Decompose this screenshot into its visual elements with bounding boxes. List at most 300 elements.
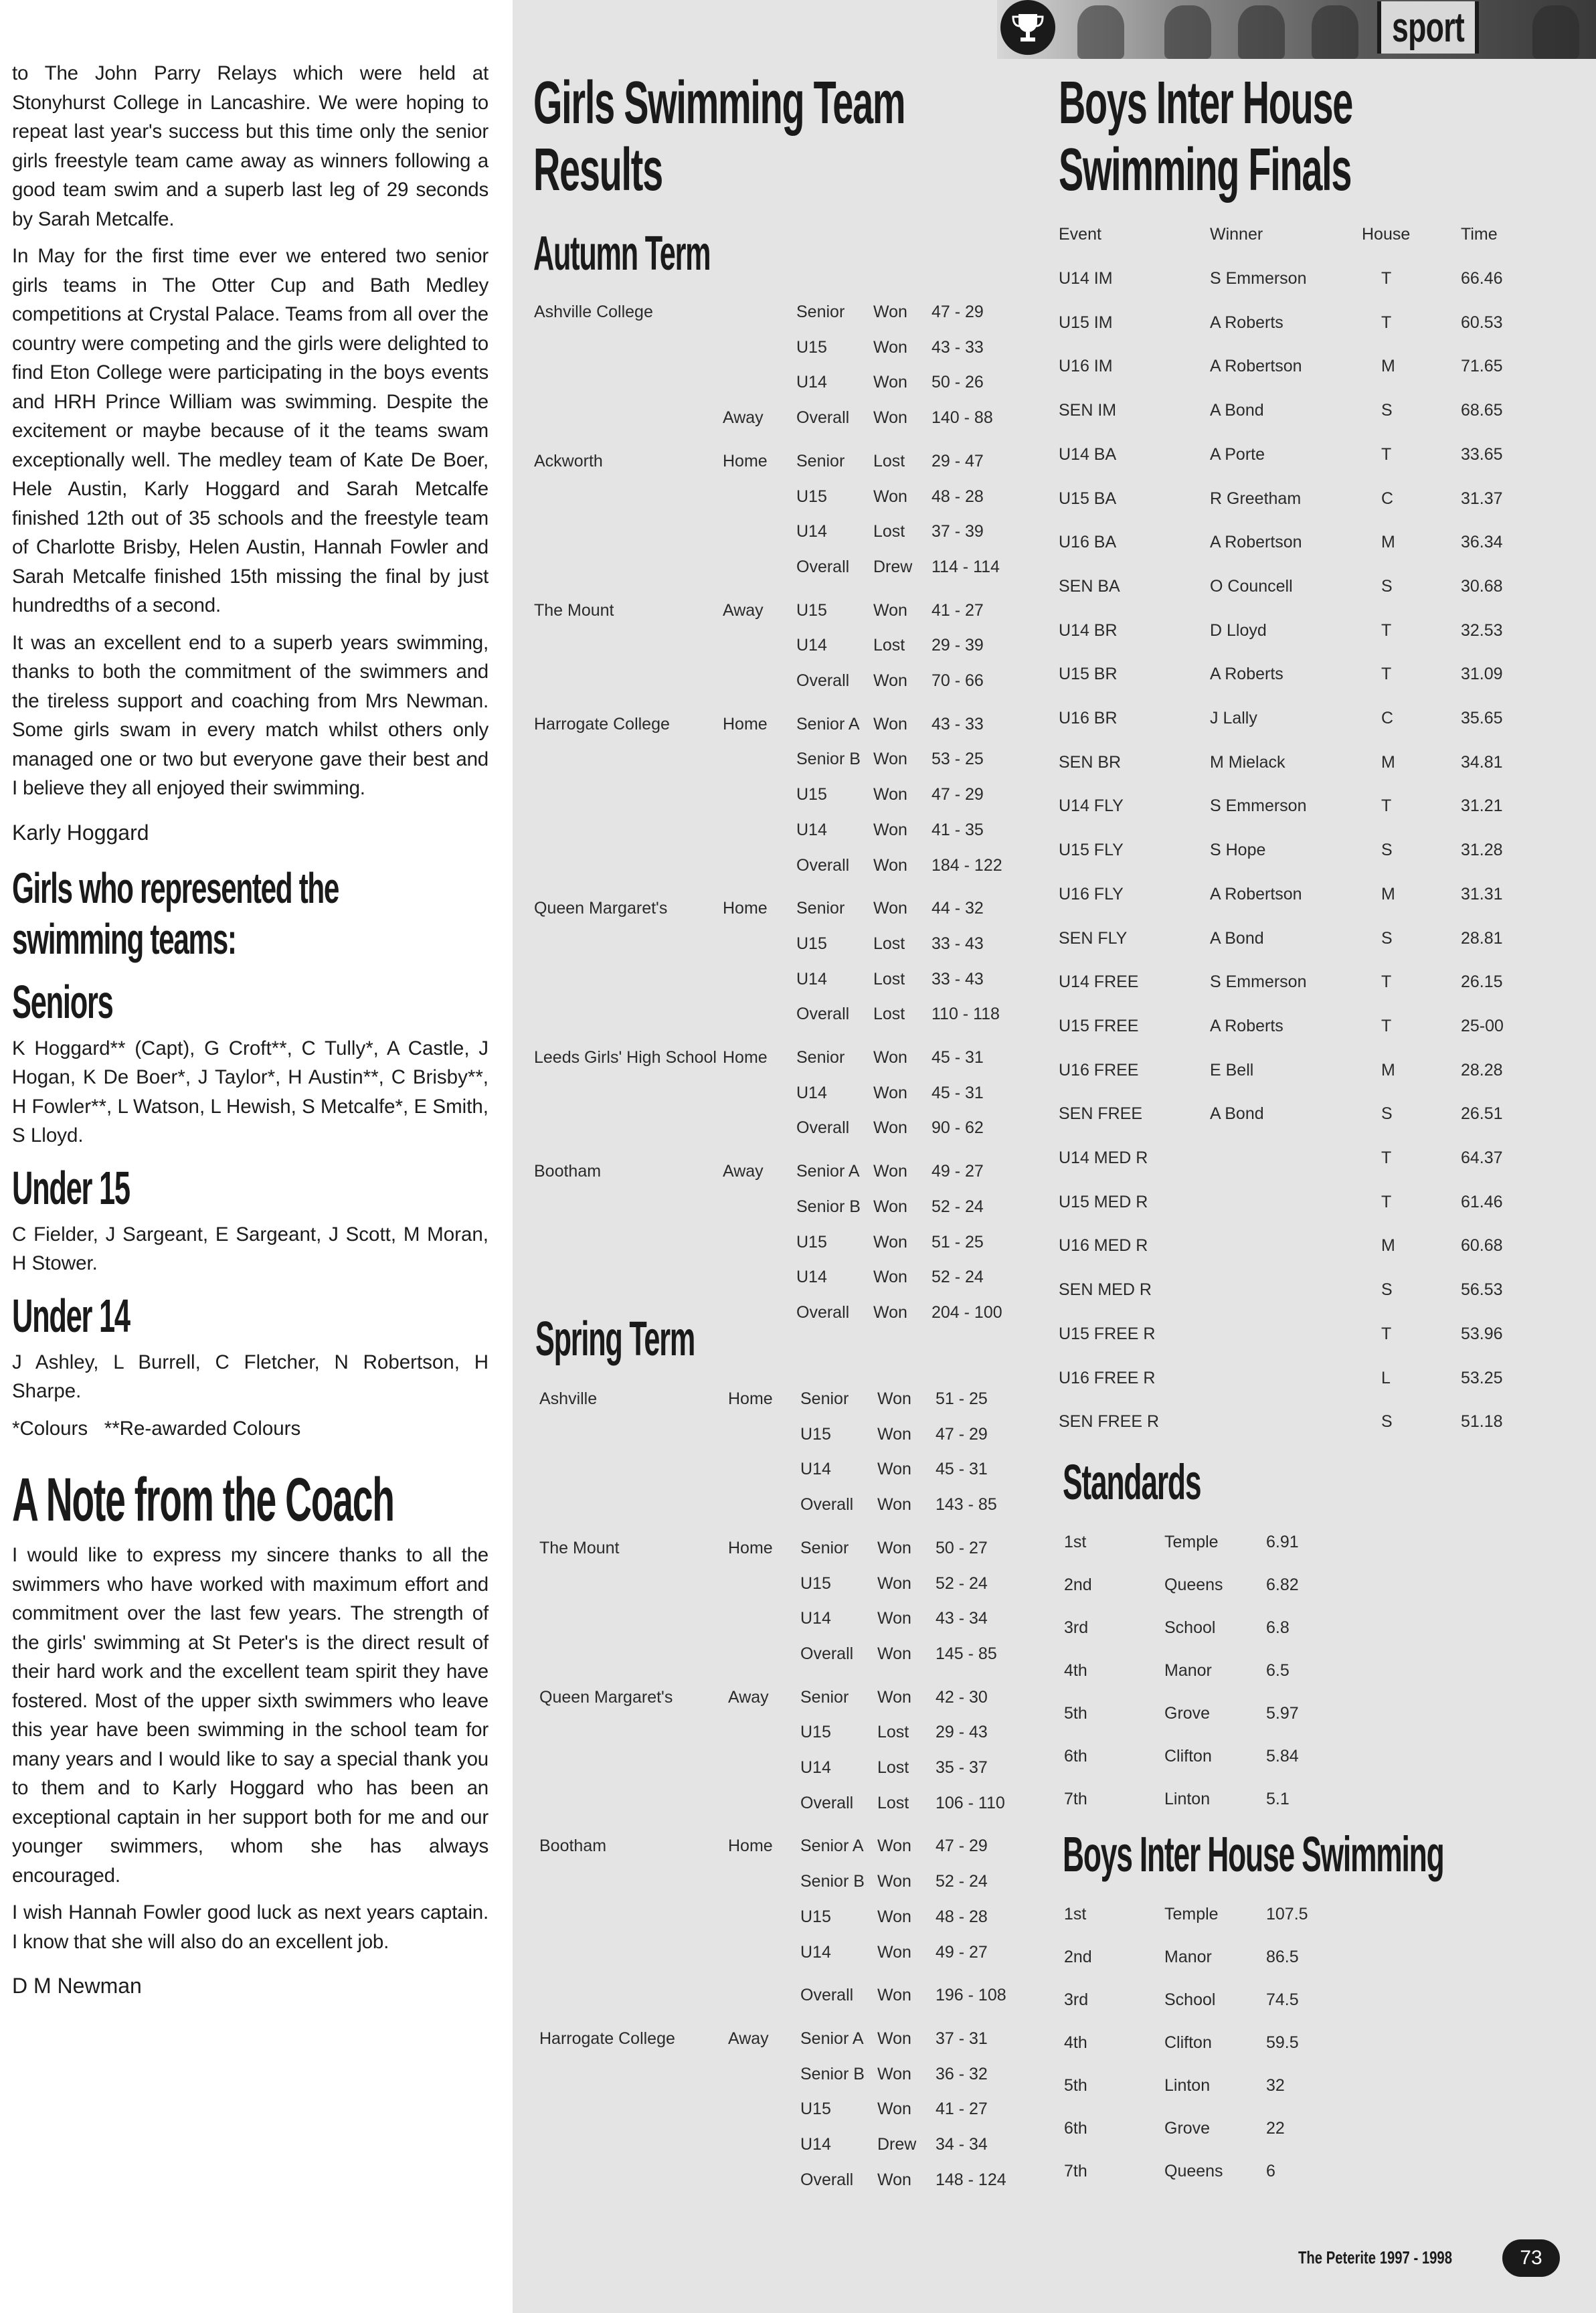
fixture-score: 148 - 124 <box>936 2170 1006 2189</box>
final-winner: A Robertson <box>1210 357 1302 376</box>
final-time: 33.65 <box>1461 444 1503 464</box>
final-time: 25-00 <box>1461 1016 1504 1035</box>
final-time: 71.65 <box>1461 357 1503 376</box>
fixture-age-group: U14 <box>796 1083 827 1102</box>
ranking-position: 1st <box>1064 1533 1087 1551</box>
fixture-school: Ashville <box>539 1389 598 1408</box>
fixture-score: 114 - 114 <box>932 557 1000 576</box>
ranking-score: 6.82 <box>1266 1575 1299 1594</box>
fixture-age-group: Overall <box>800 2170 854 2189</box>
fixture-result: Won <box>873 1302 907 1322</box>
finals-header-house: House <box>1362 225 1411 244</box>
final-event: U15 BR <box>1059 665 1118 684</box>
fixture-result: Won <box>877 1836 911 1856</box>
fixture-age-group: Senior <box>796 303 845 321</box>
fixture-age-group: U15 <box>796 487 827 506</box>
final-time: 31.37 <box>1461 489 1503 508</box>
final-house: L <box>1381 1368 1391 1387</box>
finals-header-winner: Winner <box>1210 225 1263 244</box>
final-house: C <box>1381 709 1394 727</box>
fixture-result: Lost <box>877 1723 909 1742</box>
fixture-result: Won <box>873 408 907 428</box>
ranking-score: 6 <box>1266 2162 1275 2180</box>
represented-heading <box>12 863 339 964</box>
ranking-house: Clifton <box>1164 2033 1212 2052</box>
fixture-venue: Home <box>728 1538 773 1557</box>
fixture-age-group: U14 <box>796 969 827 989</box>
fixture-result: Won <box>873 785 907 804</box>
fixture-score: 47 - 29 <box>932 785 984 804</box>
final-house: S <box>1381 928 1393 948</box>
fixture-result: Won <box>873 1268 907 1287</box>
swimmer-silhouette <box>1077 5 1124 59</box>
intro-paragraph-1: to The John Parry Relays which were held at Stonyhurst College in Lancashire. We were hoping to repeat last year's success but this time only the senior girls freestyle team came away as winners following a good team swim and a superb last leg of 29 seconds by Sarah Metcalfe. <box>12 62 489 230</box>
fixture-age-group: Overall <box>796 408 850 428</box>
final-winner: A Bond <box>1210 1104 1264 1124</box>
fixture-age-group: U14 <box>800 2135 831 2154</box>
fixture-age-group: Senior <box>796 451 845 470</box>
fixture-score: 43 - 33 <box>932 714 984 734</box>
fixture-score: 53 - 25 <box>932 750 984 769</box>
final-event: U16 IM <box>1059 357 1113 376</box>
colours-note: *Colours **Re-awarded Colours <box>12 1417 301 1440</box>
fixture-score: 45 - 31 <box>932 1048 984 1067</box>
final-event: SEN FREE R <box>1059 1412 1160 1432</box>
fixture-score: 145 - 85 <box>936 1644 997 1663</box>
fixture-result: Won <box>877 1460 911 1479</box>
final-event: U16 BA <box>1059 533 1117 552</box>
fixture-result: Won <box>873 671 907 690</box>
fixture-venue: Away <box>723 1162 764 1181</box>
ranking-house: Grove <box>1164 2119 1211 2138</box>
fixture-score: 48 - 28 <box>932 487 984 506</box>
final-time: 31.21 <box>1461 796 1503 816</box>
fixture-venue: Home <box>723 714 768 734</box>
final-event: U16 FLY <box>1059 884 1124 904</box>
coach-paragraph-2: I wish Hannah Fowler good luck as next years captain. I know that she will also do an excellent job. <box>12 1901 489 1953</box>
final-house: T <box>1381 269 1392 288</box>
final-winner: M Mielack <box>1210 752 1285 772</box>
final-house: S <box>1381 1412 1393 1432</box>
fixture-result: Won <box>877 2100 911 2119</box>
girls-title-line-1: Girls Swimming Team <box>533 70 905 137</box>
ranking-house: Temple <box>1164 1533 1219 1551</box>
fixture-score: 37 - 31 <box>936 2029 988 2048</box>
ranking-position: 6th <box>1064 2119 1087 2138</box>
fixture-age-group: U14 <box>800 1460 831 1479</box>
fixture-school: Harrogate College <box>534 714 670 734</box>
trophy-icon <box>1000 0 1055 55</box>
fixture-result: Won <box>873 714 907 734</box>
ranking-house: Manor <box>1164 1948 1212 1966</box>
final-winner: A Bond <box>1210 928 1264 948</box>
fixture-result: Won <box>873 1197 907 1216</box>
fixture-venue: Away <box>723 600 764 620</box>
fixture-score: 37 - 39 <box>932 522 984 541</box>
represented-heading-line-2: swimming teams: <box>12 914 236 963</box>
fixture-result: Won <box>873 600 907 620</box>
under14-heading: Under 14 <box>12 1289 130 1342</box>
seniors-heading: Seniors <box>12 975 113 1028</box>
fixture-result: Lost <box>873 522 905 541</box>
under15-names: C Fielder, J Sargeant, E Sargeant, J Scott, M Moran, H Stower. <box>12 1223 489 1274</box>
fixture-result: Lost <box>873 451 905 470</box>
final-time: 26.15 <box>1461 972 1503 992</box>
fixture-result: Won <box>877 2170 911 2189</box>
final-event: SEN FLY <box>1059 928 1128 948</box>
fixture-age-group: Overall <box>800 1986 854 2005</box>
final-event: U15 BA <box>1059 489 1117 508</box>
fixture-result: Won <box>873 373 907 392</box>
final-winner: O Councell <box>1210 576 1293 596</box>
fixture-score: 140 - 88 <box>932 408 993 428</box>
girls-results-title <box>533 70 905 203</box>
fixture-result: Won <box>873 1048 907 1067</box>
ranking-house: Temple <box>1164 1905 1219 1923</box>
fixture-result: Won <box>873 1118 907 1138</box>
swimmer-silhouette <box>1164 5 1211 59</box>
ranking-score: 86.5 <box>1266 1948 1299 1966</box>
final-event: U14 BR <box>1059 620 1118 640</box>
swimmer-silhouette <box>1532 5 1579 59</box>
final-winner: A Robertson <box>1210 533 1302 552</box>
fixture-result: Drew <box>873 557 913 576</box>
final-time: 66.46 <box>1461 269 1503 288</box>
fixture-result: Drew <box>877 2135 917 2154</box>
boys-title-line-2: Swimming Finals <box>1059 137 1352 203</box>
results-panel <box>513 0 1596 2313</box>
spring-term-title: Spring Term <box>535 1312 695 1366</box>
fixture-score: 51 - 25 <box>932 1232 984 1252</box>
fixture-score: 47 - 29 <box>936 1424 988 1444</box>
fixture-school: Harrogate College <box>539 2029 675 2048</box>
coach-signature: D M Newman <box>12 1974 142 1998</box>
ranking-position: 5th <box>1064 1704 1087 1723</box>
fixture-score: 110 - 118 <box>932 1005 1000 1024</box>
fixture-school: Ashville College <box>534 303 653 321</box>
ranking-position: 7th <box>1064 2162 1087 2180</box>
final-house: C <box>1381 489 1394 508</box>
final-event: U14 IM <box>1059 269 1113 288</box>
final-house: M <box>1381 752 1395 772</box>
ranking-position: 6th <box>1064 1747 1087 1766</box>
final-time: 53.25 <box>1461 1368 1503 1387</box>
final-winner: S Emmerson <box>1210 796 1307 816</box>
fixture-age-group: Senior <box>796 899 845 918</box>
fixture-score: 52 - 24 <box>932 1197 984 1216</box>
final-winner: A Roberts <box>1210 665 1283 684</box>
final-house: S <box>1381 576 1393 596</box>
ranking-position: 4th <box>1064 1661 1087 1680</box>
fixture-school: Queen Margaret's <box>534 899 668 918</box>
fixture-result: Won <box>873 337 907 357</box>
final-time: 68.65 <box>1461 401 1503 420</box>
fixture-result: Won <box>873 899 907 918</box>
boys-title-line-1: Boys Inter House <box>1059 70 1353 137</box>
autumn-term-title: Autumn Term <box>533 227 711 280</box>
final-time: 26.51 <box>1461 1104 1503 1124</box>
final-house: T <box>1381 444 1392 464</box>
final-time: 31.09 <box>1461 665 1503 684</box>
final-winner: S Hope <box>1210 841 1266 860</box>
final-event: U14 BA <box>1059 444 1117 464</box>
final-winner: E Bell <box>1210 1060 1254 1080</box>
fixture-score: 49 - 27 <box>936 1942 988 1962</box>
final-event: U16 BR <box>1059 709 1118 727</box>
final-event: U15 FREE R <box>1059 1324 1156 1343</box>
fixture-age-group: U14 <box>800 1609 831 1628</box>
final-event: U14 MED R <box>1059 1148 1148 1167</box>
fixture-result: Won <box>877 1644 911 1663</box>
fixture-score: 41 - 27 <box>932 600 984 620</box>
sport-label-text: sport <box>1392 4 1464 51</box>
final-house: S <box>1381 1104 1393 1124</box>
ranking-house: Clifton <box>1164 1747 1212 1766</box>
fixture-result: Won <box>877 1538 911 1557</box>
final-winner: R Greetham <box>1210 489 1302 508</box>
final-house: M <box>1381 1060 1395 1080</box>
ranking-house: Grove <box>1164 1704 1211 1723</box>
ranking-score: 5.97 <box>1266 1704 1299 1723</box>
fixture-school: The Mount <box>539 1538 620 1557</box>
fixture-age-group: Overall <box>796 1302 850 1322</box>
fixture-age-group: Overall <box>800 1644 854 1663</box>
sport-section-label <box>1377 1 1479 54</box>
fixture-result: Won <box>877 1609 911 1628</box>
final-house: S <box>1381 841 1393 860</box>
final-event: U16 MED R <box>1059 1236 1148 1256</box>
final-event: SEN IM <box>1059 401 1117 420</box>
fixture-age-group: U15 <box>800 2100 831 2119</box>
final-house: T <box>1381 796 1392 816</box>
fixture-school: Bootham <box>534 1162 602 1181</box>
fixture-age-group: U14 <box>796 522 827 541</box>
final-event: SEN BA <box>1059 576 1120 596</box>
final-time: 56.53 <box>1461 1280 1503 1300</box>
final-time: 36.34 <box>1461 533 1503 552</box>
fixture-result: Lost <box>877 1793 909 1812</box>
fixture-result: Won <box>877 2064 911 2083</box>
fixture-age-group: Senior B <box>800 2064 865 2083</box>
final-winner: A Robertson <box>1210 884 1302 904</box>
fixture-score: 29 - 43 <box>936 1723 988 1742</box>
final-event: U16 FREE <box>1059 1060 1139 1080</box>
fixture-result: Won <box>877 1942 911 1962</box>
fixture-age-group: Senior <box>800 1687 849 1707</box>
ranking-position: 7th <box>1064 1790 1087 1808</box>
final-time: 34.81 <box>1461 752 1503 772</box>
ranking-position: 3rd <box>1064 1618 1089 1637</box>
final-time: 60.53 <box>1461 313 1503 332</box>
fixture-age-group: U14 <box>796 820 827 839</box>
fixture-age-group: Senior B <box>796 1197 861 1216</box>
fixture-score: 51 - 25 <box>936 1389 988 1408</box>
final-house: S <box>1381 401 1393 420</box>
fixture-score: 43 - 33 <box>932 337 984 357</box>
coach-heading: A Note from the Coach <box>12 1466 394 1534</box>
fixture-score: 47 - 29 <box>932 303 984 321</box>
fixture-result: Won <box>873 1083 907 1102</box>
fixture-age-group: Senior <box>800 1389 849 1408</box>
final-time: 64.37 <box>1461 1148 1503 1167</box>
under14-names: J Ashley, L Burrell, C Fletcher, N Robertson, H Sharpe. <box>12 1351 489 1402</box>
fixture-score: 204 - 100 <box>932 1302 1002 1322</box>
final-winner: A Porte <box>1210 444 1265 464</box>
fixture-age-group: Overall <box>800 1793 854 1812</box>
fixture-result: Won <box>877 2029 911 2048</box>
ranking-score: 6.5 <box>1266 1661 1290 1680</box>
fixture-result: Won <box>873 487 907 506</box>
fixture-age-group: U15 <box>800 1907 831 1926</box>
fixture-age-group: U15 <box>796 337 827 357</box>
fixture-score: 44 - 32 <box>932 899 984 918</box>
final-event: U14 FREE <box>1059 972 1139 992</box>
fixture-score: 143 - 85 <box>936 1495 997 1515</box>
fixture-result: Won <box>873 303 907 321</box>
fixture-result: Won <box>877 1687 911 1707</box>
seniors-names: K Hoggard** (Capt), G Croft**, C Tully*, A Castle, J Hogan, K De Boer*, J Taylor*, H Austin**, C Brisby**, H Fowler**, L Watson, L Hewish, S Metcalfe*, E Smith, S Lloyd. <box>12 1037 489 1146</box>
final-winner: A Bond <box>1210 401 1264 420</box>
fixture-age-group: Senior A <box>800 1836 864 1856</box>
fixture-venue: Home <box>723 451 768 470</box>
ranking-score: 107.5 <box>1266 1905 1308 1923</box>
fixture-age-group: U15 <box>796 600 827 620</box>
ranking-position: 1st <box>1064 1905 1087 1923</box>
ranking-house: Queens <box>1164 1575 1223 1594</box>
fixture-score: 29 - 39 <box>932 636 984 655</box>
final-time: 51.18 <box>1461 1412 1503 1432</box>
fixture-age-group: Senior A <box>796 1162 860 1181</box>
final-time: 28.28 <box>1461 1060 1503 1080</box>
final-house: T <box>1381 665 1392 684</box>
fixture-score: 48 - 28 <box>936 1907 988 1926</box>
fixture-age-group: Overall <box>800 1495 854 1515</box>
final-event: SEN MED R <box>1059 1280 1152 1300</box>
fixture-result: Won <box>873 1162 907 1181</box>
final-time: 31.31 <box>1461 884 1503 904</box>
represented-heading-line-1: Girls who represented the <box>12 863 339 912</box>
final-time: 28.81 <box>1461 928 1503 948</box>
final-house: T <box>1381 620 1392 640</box>
fixture-age-group: Senior A <box>796 714 860 734</box>
fixture-score: 184 - 122 <box>932 855 1002 875</box>
ranking-position: 5th <box>1064 2076 1087 2095</box>
fixture-age-group: U14 <box>796 1268 827 1287</box>
fixture-result: Won <box>873 855 907 875</box>
final-time: 32.53 <box>1461 620 1503 640</box>
girls-title-line-2: Results <box>533 137 662 203</box>
fixture-age-group: U14 <box>796 636 827 655</box>
final-time: 31.28 <box>1461 841 1503 860</box>
final-time: 60.68 <box>1461 1236 1503 1256</box>
final-event: U16 FREE R <box>1059 1368 1156 1387</box>
final-winner: S Emmerson <box>1210 269 1307 288</box>
fixture-school: The Mount <box>534 600 614 620</box>
fixture-venue: Away <box>723 408 764 428</box>
fixture-age-group: Senior <box>800 1538 849 1557</box>
sport-banner <box>997 0 1596 59</box>
final-winner: A Roberts <box>1210 313 1283 332</box>
fixture-venue: Home <box>728 1836 773 1856</box>
fixture-result: Won <box>877 1495 911 1515</box>
fixture-venue: Home <box>723 899 768 918</box>
final-house: T <box>1381 1016 1392 1035</box>
fixture-venue: Home <box>723 1048 768 1067</box>
final-house: M <box>1381 884 1395 904</box>
final-winner: A Roberts <box>1210 1016 1283 1035</box>
fixture-score: 45 - 31 <box>936 1460 988 1479</box>
fixture-score: 70 - 66 <box>932 671 984 690</box>
fixture-age-group: U14 <box>800 1758 831 1777</box>
fixture-score: 106 - 110 <box>936 1793 1005 1812</box>
fixture-score: 33 - 43 <box>932 969 984 989</box>
fixture-score: 42 - 30 <box>936 1687 988 1707</box>
fixture-result: Won <box>873 820 907 839</box>
fixture-school: Queen Margaret's <box>539 1687 673 1707</box>
ranking-house: Queens <box>1164 2162 1223 2180</box>
final-time: 30.68 <box>1461 576 1503 596</box>
fixture-result: Won <box>877 1573 911 1593</box>
fixture-result: Won <box>877 1389 911 1408</box>
final-house: T <box>1381 1324 1392 1343</box>
final-event: U15 FLY <box>1059 841 1124 860</box>
finals-header-event: Event <box>1059 225 1101 244</box>
intro-paragraph-3: It was an excellent end to a superb years swimming, thanks to both the commitment of the swimmers and the tireless support and coaching from Mrs Newman. Some girls swam in every match whilst others only managed one or two but everyone gave their best and I believe they all enjoyed their swimming. <box>12 631 489 799</box>
fixture-score: 52 - 24 <box>936 1573 988 1593</box>
boys-swimming-title: Boys Inter House Swimming <box>1063 1826 1444 1882</box>
fixture-result: Lost <box>877 1758 909 1777</box>
fixture-age-group: Senior A <box>800 2029 864 2048</box>
final-winner: J Lally <box>1210 709 1257 727</box>
final-time: 53.96 <box>1461 1324 1503 1343</box>
fixture-venue: Home <box>728 1389 773 1408</box>
final-event: SEN BR <box>1059 752 1122 772</box>
final-event: U15 IM <box>1059 313 1113 332</box>
publication-footer: The Peterite 1997 - 1998 <box>1298 2247 1452 2267</box>
fixture-age-group: U15 <box>796 785 827 804</box>
fixture-result: Won <box>877 1907 911 1926</box>
fixture-score: 34 - 34 <box>936 2135 988 2154</box>
fixture-venue: Away <box>728 2029 769 2048</box>
ranking-score: 74.5 <box>1266 1990 1299 2009</box>
fixture-age-group: Overall <box>796 557 850 576</box>
coach-paragraph-1: I would like to express my sincere thanks to all the swimmers who have worked with maximum effort and commitment over the last few years. The strength of the girls' swimming at St Peter's is the direct result of their hard work and the excellent team spirit they have fostered. Most of the upper sixth swimmers who leave this year have been swimming in the school team for many years and I would like to say a special thank you to them and to Karly Hoggard who has been an exceptional captain in her support both for me and our younger swimmers, whom she has always encouraged. <box>12 1544 489 1887</box>
final-house: S <box>1381 1280 1393 1300</box>
fixture-age-group: U15 <box>796 934 827 953</box>
fixture-result: Lost <box>873 969 905 989</box>
fixture-age-group: Overall <box>796 671 850 690</box>
fixture-result: Lost <box>873 1005 905 1024</box>
page-number: 73 <box>1502 2239 1560 2277</box>
fixture-result: Won <box>877 1986 911 2005</box>
final-house: T <box>1381 1148 1392 1167</box>
fixture-age-group: Senior <box>796 1048 845 1067</box>
intro-signature: Karly Hoggard <box>12 820 149 845</box>
final-winner: S Emmerson <box>1210 972 1307 992</box>
fixture-age-group: Senior B <box>796 750 861 769</box>
ranking-house: Linton <box>1164 1790 1211 1808</box>
fixture-score: 45 - 31 <box>932 1083 984 1102</box>
final-time: 61.46 <box>1461 1192 1503 1211</box>
ranking-score: 22 <box>1266 2119 1285 2138</box>
fixture-score: 50 - 26 <box>932 373 984 392</box>
intro-paragraph-2: In May for the first time ever we entered two senior girls teams in The Otter Cup and Bath Medley competitions at Crystal Palace. Teams from all over the country were competing and the girls were delighted to find Eton College were participating in the boys events and HRH Prince William was swimming. Despite the excitement or maybe because of it the teams swam exceptionally well. The medley team of Kate De Boer, Hele Austin, Karly Hoggard and Sarah Metcalfe finished 12th out of 35 schools and the freestyle team of Charlotte Brisby, Helen Austin, Hannah Fowler and Sarah Metcalfe finished 15th missing the final by just hundredths of a second. <box>12 245 489 616</box>
final-event: SEN FREE <box>1059 1104 1143 1124</box>
fixture-score: 43 - 34 <box>936 1609 988 1628</box>
fixture-age-group: U15 <box>800 1424 831 1444</box>
fixture-score: 41 - 35 <box>932 820 984 839</box>
ranking-score: 6.91 <box>1266 1533 1299 1551</box>
